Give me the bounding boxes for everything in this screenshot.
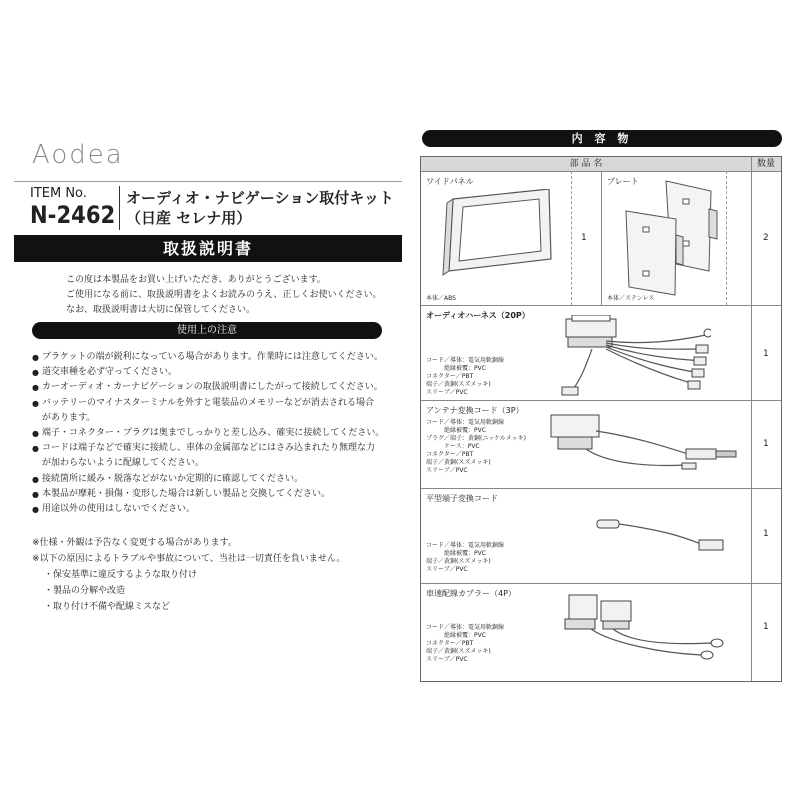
note-sub: ・取り付け不備や配線ミスなど [44, 602, 171, 612]
wide-panel-qty: 1 [581, 233, 587, 243]
antenna-cord-name: アンテナ変換コード（3P） [426, 406, 524, 415]
row1-dash [726, 171, 727, 305]
spec-line: スリーブ／PVC [426, 467, 468, 474]
speed-coupler-drawing [561, 593, 731, 673]
col-parts-header: 部 品 名 [421, 157, 751, 171]
row-divider [421, 400, 781, 401]
flat-terminal-cord-drawing [591, 512, 731, 562]
row1-dash [571, 171, 572, 305]
manual-title: 取扱説明書 [14, 235, 402, 262]
wide-panel-drawing [439, 189, 559, 279]
caution-item: ● コードは端子などで確実に接続し、車体の金属部などにはさみ込まれたり無理な力 [32, 441, 392, 456]
spec-line: コード／導体：電気用軟銅線 [426, 624, 505, 631]
row-divider [421, 583, 781, 584]
intro-line: ご使用になる前に、取扱説明書をよくお読みのうえ、正しくお使いください。 [66, 290, 382, 300]
disclaimer-notes [32, 535, 345, 615]
caution-heading: 使用上の注意 [32, 322, 382, 339]
caution-item-cont: があります。 [42, 412, 96, 423]
spec-line: コネクター／PBT [426, 373, 474, 380]
header-divider [119, 186, 120, 230]
col-qty-header: 数量 [751, 157, 781, 171]
caution-item: ● バッテリーのマイナスターミナルを外すと電装品のメモリーなどが消去される場合 [32, 396, 392, 411]
spec-line: 絶縁被覆：PVC [426, 365, 486, 372]
spec-line: 端子／黄銅(スズメッキ) [426, 381, 491, 388]
note-sub: ・製品の分解や改造 [44, 586, 126, 596]
caution-item: ● 道交車種を必ず守ってください。 [32, 365, 392, 380]
spec-line: 絶縁被覆：PVC [426, 427, 486, 434]
plate-drawing [621, 179, 721, 299]
caution-list [32, 350, 392, 517]
spec-line: スリーブ／PVC [426, 566, 468, 573]
note-line: ※仕様・外観は予告なく変更する場合があります。 [32, 538, 237, 548]
caution-item: ● ブラケットの端が鋭利になっている場合があります。作業時には注意してください。 [32, 350, 392, 365]
antenna-cord-spec [426, 419, 526, 475]
plate-spec: 本体／ステンレス [607, 295, 655, 302]
row1-divider [601, 171, 602, 305]
item-number-label: ITEM No. [30, 186, 87, 201]
spec-line: コネクター／PBT [426, 451, 474, 458]
qty-divider [751, 157, 752, 681]
speed-coupler-spec [426, 624, 504, 664]
intro-line: なお、取扱説明書は大切に保管してください。 [66, 305, 256, 315]
spec-line: コネクター／PBT [426, 640, 474, 647]
spec-line: 端子／黄銅(スズメッキ) [426, 558, 491, 565]
wide-panel-name: ワイドパネル [426, 177, 474, 186]
spec-line: 端子／黄銅(スズメッキ) [426, 459, 491, 466]
contents-table [420, 156, 782, 682]
audio-harness-name: オーディオハーネス（20P） [426, 311, 530, 320]
note-sub: ・保安基準に違反するような取り付け [44, 570, 198, 580]
plate-qty: 2 [763, 233, 769, 243]
note-line: ※以下の原因によるトラブルや事故について、当社は一切責任を負いません。 [32, 554, 346, 564]
wide-panel-spec: 本体／ABS [426, 295, 456, 302]
intro-line: この度は本製品をお買い上げいただき、ありがとうございます。 [66, 275, 326, 285]
audio-harness-spec [426, 357, 504, 397]
spec-line: 端子／黄銅(スズメッキ) [426, 648, 491, 655]
caution-item: ● 本製品が摩耗・損傷・変形した場合は新しい製品と交換してください。 [32, 487, 392, 502]
row-divider [421, 305, 781, 306]
item-number: N-2462 [30, 201, 116, 229]
spec-line: コード／導体：電気用軟銅線 [426, 542, 505, 549]
speed-coupler-name: 車速配線カプラー（4P） [426, 589, 516, 598]
audio-harness-drawing [536, 315, 711, 397]
product-title: オーディオ・ナビゲーション取付キット [126, 189, 394, 207]
spec-line: コード／導体：電気用軟銅線 [426, 357, 505, 364]
contents-heading: 内 容 物 [422, 130, 782, 147]
antenna-cord-drawing [546, 407, 746, 487]
spec-line: 絶縁被覆：PVC [426, 632, 486, 639]
plate-name: プレート [607, 177, 639, 186]
caution-item: ● カーオーディオ・カーナビゲーションの取扱説明書にしたがって接続してください。 [32, 380, 392, 395]
caution-item: ● 用途以外の使用はしないでください。 [32, 502, 392, 517]
spec-line: コード／導体：電気用軟銅線 [426, 419, 505, 426]
flat-terminal-cord-qty: 1 [763, 529, 769, 539]
spec-line: スリーブ／PVC [426, 389, 468, 396]
antenna-cord-qty: 1 [763, 439, 769, 449]
speed-coupler-qty: 1 [763, 622, 769, 632]
intro-text [66, 273, 382, 318]
audio-harness-qty: 1 [763, 349, 769, 359]
row-divider [421, 488, 781, 489]
brand-logo: Aodea [32, 140, 124, 170]
caution-item-cont: が加わらないように配線してください。 [42, 458, 205, 469]
flat-terminal-cord-spec [426, 542, 504, 574]
spec-line: 絶縁被覆：PVC [426, 550, 486, 557]
spec-line: スリーブ／PVC [426, 656, 468, 663]
flat-terminal-cord-name: 平型端子変換コード [426, 494, 498, 503]
caution-item: ● 端子・コネクター・プラグは奥までしっかりと差し込み、確実に接続してください。 [32, 426, 392, 441]
spec-line: プラグ／端子：黄銅(ニッケルメッキ) [426, 435, 526, 442]
spec-line: ケース：PVC [426, 443, 480, 450]
product-subtitle: （日産 セレナ用） [126, 209, 252, 227]
caution-item: ● 接続箇所に緩み・脱落などがないか定期的に確認してください。 [32, 472, 392, 487]
